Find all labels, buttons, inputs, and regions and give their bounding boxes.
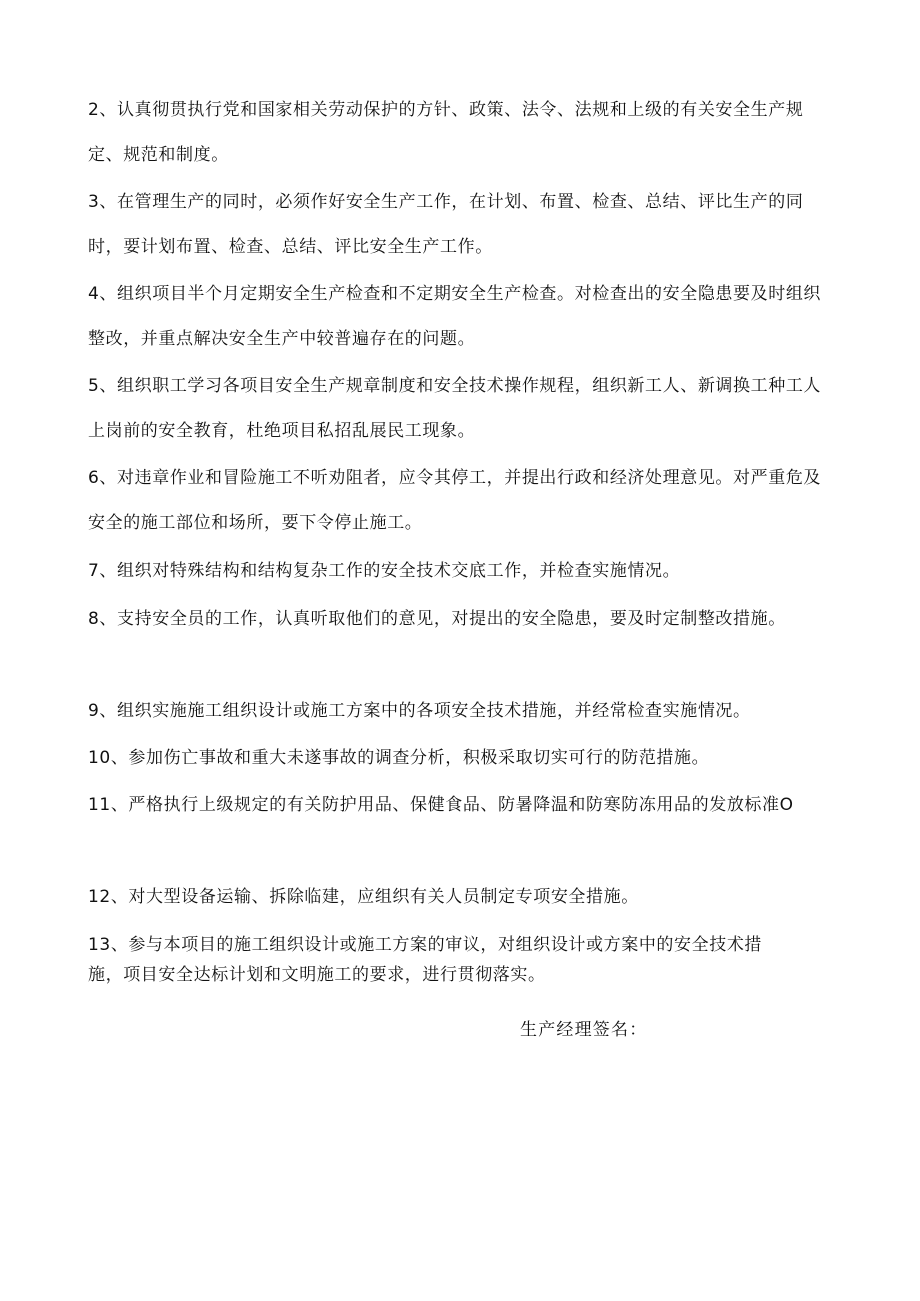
list-item-6: 6、对违章作业和冒险施工不听劝阻者，应令其停工，并提出行政和经济处理意见。对严重危及安全的施工部位和场所，要下令停止施工。 [88,468,822,533]
list-item-12: 12、对大型设备运输、拆除临建，应组织有关人员制定专项安全措施。 [88,887,639,907]
list-item-8: 8、支持安全员的工作，认真听取他们的意见，对提出的安全隐患，要及时定制整改措施。 [88,609,786,629]
list-item-4: 4、组织项目半个月定期安全生产检查和不定期安全生产检查。对检查出的安全隐患要及时组织整改，并重点解决安全生产中较普遍存在的问题。 [88,284,822,349]
list-item-3: 3、在管理生产的同时，必须作好安全生产工作，在计划、布置、检查、总结、评比生产的同时，要计划布置、检查、总结、评比安全生产工作。 [88,192,804,257]
list-item-5: 5、组织职工学习各项目安全生产规章制度和安全技术操作规程，组织新工人、新调换工种工人上岗前的安全教育，杜绝项目私招乱展民工现象。 [88,376,822,441]
list-item-13: 13、参与本项目的施工组织设计或施工方案的审议，对组织设计或方案中的安全技术措施，项目安全达标计划和文明施工的要求，进行贯彻落实。 [88,935,763,985]
signature-label: 生产经理签名： [520,1020,648,1040]
list-item-2: 2、认真彻贯执行党和国家相关劳动保护的方针、政策、法令、法规和上级的有关安全生产规定、规范和制度。 [88,100,804,165]
list-item-9: 9、组织实施施工组织设计或施工方案中的各项安全技术措施，并经常检查实施情况。 [88,701,751,721]
list-item-10: 10、参加伤亡事故和重大未遂事故的调查分析，积极采取切实可行的防范措施。 [88,748,710,768]
list-item-11: 11、严格执行上级规定的有关防护用品、保健食品、防暑降温和防寒防冻用品的发放标准O [88,795,794,815]
list-item-7: 7、组织对特殊结构和结构复杂工作的安全技术交底工作，并检查实施情况。 [88,561,681,581]
